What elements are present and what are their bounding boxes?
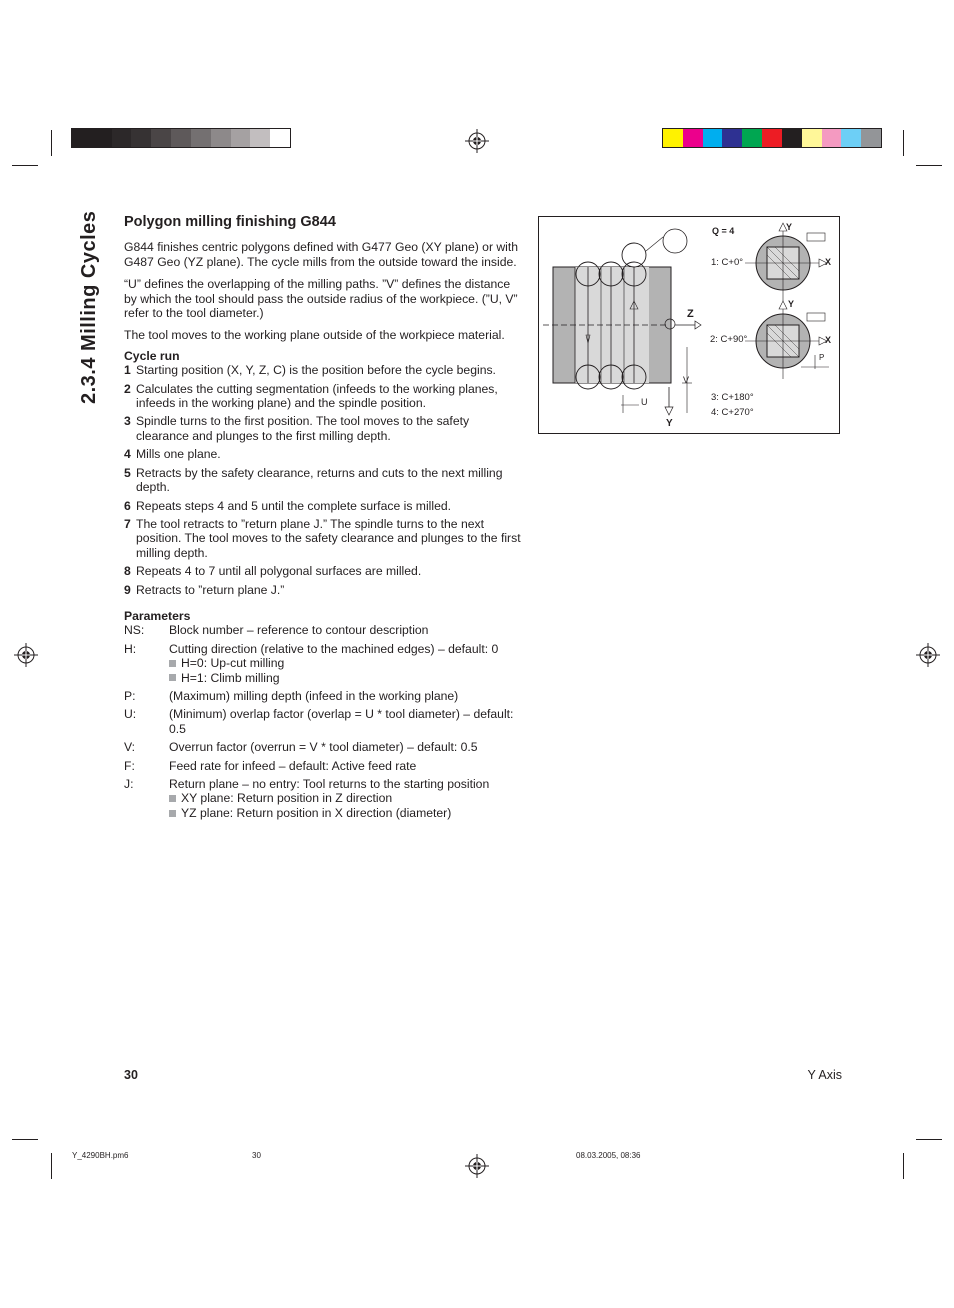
position-label: 2: C+90°: [710, 334, 748, 345]
param-description: Cutting direction (relative to the machined edges) – default: 0: [169, 641, 499, 656]
crop-mark: [903, 130, 904, 156]
u-label: U: [641, 397, 648, 407]
color-swatch: [663, 129, 683, 147]
color-swatch: [171, 129, 191, 147]
list-item: 4 Mills one plane.: [124, 447, 221, 462]
axis-y-label: Y: [788, 299, 795, 309]
color-swatch: [131, 129, 151, 147]
option-bullet: XY plane: Return position in Z direction: [169, 791, 529, 805]
registration-mark-icon: [465, 1154, 489, 1178]
param-row: U: (Minimum) overlap factor (overlap = U * tool diameter) – default: 0.5: [124, 707, 514, 736]
crop-mark: [51, 130, 52, 156]
square-bullet-icon: [169, 674, 176, 681]
list-item: 8 Repeats 4 to 7 until all polygonal surfaces are milled.: [124, 564, 422, 579]
intro-paragraph: G844 finishes centric polygons defined with G477 Geo (XY plane) or with G487 Geo (YZ plane). The cycle mills from the outside toward the inside.: [124, 240, 519, 269]
polygon-milling-figure: [538, 216, 840, 434]
color-swatch: [782, 129, 802, 147]
cycle-run-list: [124, 363, 524, 597]
arrow-head: [665, 407, 673, 415]
param-row: H: Cutting direction (relative to the machined edges) – default: 0 H=0: Up-cut milling H=1: Climb milling: [124, 642, 524, 685]
param-description: Return plane – no entry: Tool returns to the starting position: [169, 777, 490, 791]
list-item: 9 Retracts to ”return plane J.”: [124, 582, 285, 597]
crop-mark: [916, 1139, 942, 1140]
option-bullet: YZ plane: Return position in X direction (diameter): [169, 806, 529, 820]
color-swatch: [822, 129, 842, 147]
color-swatch: [270, 129, 290, 147]
list-item: 1 Starting position (X, Y, Z, C) is the position before the cycle begins.: [124, 363, 496, 378]
registration-mark-icon: [14, 643, 38, 667]
param-row: V: Overrun factor (overrun = V * tool diameter) – default: 0.5: [124, 740, 478, 755]
param-row: NS: Block number – reference to contour description: [124, 623, 429, 638]
color-swatch: [112, 129, 132, 147]
parameters-section: [124, 609, 524, 820]
section-side-title: 2.3.4 Milling Cycles: [78, 210, 100, 404]
footer-section-name: Y Axis: [807, 1068, 842, 1082]
grayscale-calibration-bar: [71, 128, 291, 148]
crop-mark: [12, 165, 38, 166]
color-swatch: [191, 129, 211, 147]
square-bullet-icon: [169, 795, 176, 802]
color-swatch: [151, 129, 171, 147]
milling-diagram: [539, 217, 839, 433]
leader-line: [646, 237, 663, 251]
param-row: F: Feed rate for infeed – default: Active feed rate: [124, 758, 417, 773]
color-swatch: [250, 129, 270, 147]
list-item: 6 Repeats steps 4 and 5 until the complete surface is milled.: [124, 498, 452, 513]
square-bullet-icon: [169, 810, 176, 817]
color-swatch: [861, 129, 881, 147]
option-bullet: H=1: Climb milling: [169, 671, 524, 685]
axis-x-label: X: [825, 257, 832, 267]
color-swatch: [231, 129, 251, 147]
color-swatch: [722, 129, 742, 147]
list-item: 7 The tool retracts to ”return plane J.” The spindle turns to the next position. The tool moves to the safety clearance and plunges to the first milling depth.: [124, 516, 521, 560]
cycle-run-heading: Cycle run: [124, 348, 180, 363]
axis-y-label: Y: [666, 418, 673, 429]
tool-symbol-icon: [807, 313, 825, 321]
axis-z-label: Z: [687, 308, 694, 320]
overlap-paragraph: “U” defines the overlapping of the milling paths. ”V” defines the distance by which the tool should pass the outside radius of the workpiece. (”U, V” refer to the tool diameter.): [124, 277, 518, 321]
color-swatch: [211, 129, 231, 147]
v-label: V: [683, 375, 690, 385]
slug-page: 30: [252, 1151, 261, 1160]
axis-y-label: Y: [786, 222, 793, 232]
color-swatch: [703, 129, 723, 147]
param-row: P: (Maximum) milling depth (infeed in the working plane): [124, 688, 459, 703]
list-item: 5 Retracts by the safety clearance, returns and cuts to the next milling depth.: [124, 465, 503, 495]
color-swatch: [72, 129, 92, 147]
color-swatch: [802, 129, 822, 147]
page-number: 30: [124, 1068, 138, 1082]
crop-mark: [916, 165, 942, 166]
q-label: Q = 4: [712, 226, 735, 236]
parameters-heading: Parameters: [124, 608, 191, 623]
position-label: 4: C+270°: [711, 407, 754, 418]
square-bullet-icon: [169, 660, 176, 667]
registration-mark-icon: [465, 129, 489, 153]
crop-mark: [903, 1153, 904, 1179]
tool-circle: [622, 243, 646, 267]
arrow-head: [779, 301, 787, 309]
color-swatch: [683, 129, 703, 147]
color-swatch: [762, 129, 782, 147]
slug-filename: Y_4290BH.pm6: [72, 1151, 129, 1160]
position-label: 1: C+0°: [711, 257, 744, 268]
param-row: J: Return plane – no entry: Tool returns to the starting position XY plane: Return position in Z direction YZ plane: Return position in X direction (diameter): [124, 777, 524, 820]
p-label: P: [819, 353, 825, 362]
color-swatch: [841, 129, 861, 147]
axis-x-label: X: [825, 335, 832, 345]
detail-circle: [663, 229, 687, 253]
registration-mark-icon: [916, 643, 940, 667]
color-calibration-bar: [662, 128, 882, 148]
crop-mark: [51, 1153, 52, 1179]
crop-mark: [12, 1139, 38, 1140]
page-heading: Polygon milling finishing G844: [124, 214, 336, 230]
option-bullet: H=0: Up-cut milling: [169, 656, 524, 670]
list-item: 3 Spindle turns to the first position. The tool moves to the safety clearance and plunges to the first milling depth.: [124, 414, 470, 443]
main-content: [124, 210, 524, 824]
slug-datetime: 08.03.2005, 08:36: [576, 1151, 641, 1160]
color-swatch: [742, 129, 762, 147]
list-item: 2 Calculates the cutting segmentation (infeeds to the working planes, infeeds in the working plane) and the spindle position.: [124, 381, 498, 411]
arrow-head: [695, 321, 701, 329]
position-label: 3: C+180°: [711, 392, 754, 403]
working-plane-paragraph: The tool moves to the working plane outside of the workpiece material.: [124, 328, 505, 343]
tool-symbol-icon: [807, 233, 825, 241]
color-swatch: [92, 129, 112, 147]
